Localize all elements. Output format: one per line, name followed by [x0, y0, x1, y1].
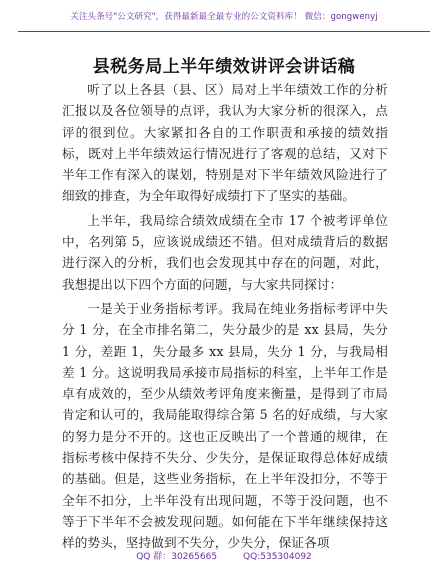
- footer-contact: [0, 549, 448, 562]
- paragraph-summary: 上半年，我局综合绩效成绩在全市 17 个被考评单位中，名列第 5，应该说成绩还不错。但对成绩背后的数据进行深入的分析，我们也会发现其中存在的问题，对此，我想提出以下四个方面的问题，与大家共同探讨：: [62, 212, 388, 292]
- paragraph-business-indicators: 一是关于业务指标考评。我局在纯业务指标考评中失分 1 分，在全市排名第二，失分最少的是 xx 县局，失分 1 分，差距 1，失分最多 xx 县局，失分 1 分，与我局相差 1 分。这说明我局承接市局指标的科室，上半年工作是卓有成效的，至少从绩效考评角度来衡量，是得到了市局肯定和认可的，我局能取得综合第 5 名的好成绩，与大家的努力是分不开的。这也正反映出了一个普通的规律，在指标考核中保持不失分、少失分，是保证取得总体好成绩的基础。但是，这些业务指标，在上半年没扣分，不等于全年不扣分，上半年没有出现问题，不等于没问题，也不等于下半年不会被发现问题。如何能在下半年继续保持这样的势头，坚持做到不失分，少失分，保证各项: [62, 300, 388, 551]
- footer-qq: QQ:535304092: [243, 552, 312, 562]
- footer-qq-group: QQ 群：30265665: [136, 552, 218, 562]
- header-note: 关注头条号"公文研究"，获得最新最全最专业的公文资料库！ 微信：gongwenyj: [70, 12, 378, 22]
- header-divider: [18, 31, 430, 32]
- document-title: 县税务局上半年绩效讲评会讲话稿: [92, 57, 356, 77]
- document-body: [62, 79, 388, 557]
- paragraph-intro: 听了以上各县（县、区）局对上半年绩效工作的分析汇报以及各位领导的点评，我认为大家分析的很深入，点评的很到位。大家紧扣各自的工作职责和承接的绩效指标，既对上半年绩效运行情况进行了客观的总结，又对下半年工作有深入的谋划，特别是对下半年绩效风险进行了细致的排查，为全年取得好成绩打下了坚实的基础。: [62, 82, 388, 204]
